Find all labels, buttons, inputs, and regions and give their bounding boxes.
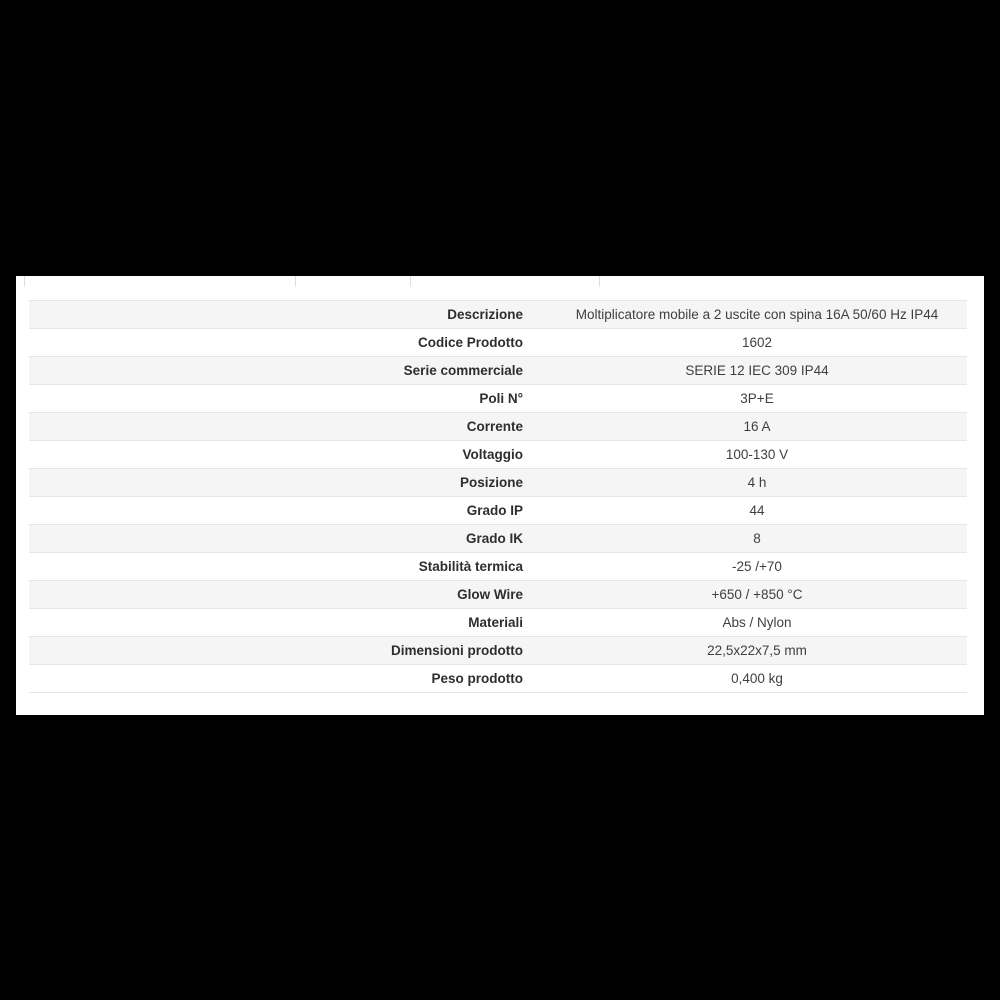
spec-table-body [29,301,967,693]
spec-value: -25 /+70 [547,553,967,581]
spec-value: 3P+E [547,385,967,413]
spec-label: Corrente [29,413,547,441]
table-row [29,301,967,329]
spec-table-wrap [29,300,967,693]
table-row [29,553,967,581]
spec-value: +650 / +850 °C [547,581,967,609]
spec-label: Materiali [29,609,547,637]
spec-label: Poli N° [29,385,547,413]
table-row [29,385,967,413]
spec-value: 44 [547,497,967,525]
spec-label: Grado IP [29,497,547,525]
table-row [29,609,967,637]
table-row [29,413,967,441]
spec-label: Grado IK [29,525,547,553]
spec-label: Descrizione [29,301,547,329]
spec-value: 100-130 V [547,441,967,469]
tab-downloads[interactable] [410,276,600,287]
table-row [29,581,967,609]
spec-label: Peso prodotto [29,665,547,693]
spec-value: 0,400 kg [547,665,967,693]
spec-label: Stabilità termica [29,553,547,581]
spec-label: Posizione [29,469,547,497]
table-row [29,329,967,357]
table-row [29,357,967,385]
spec-value: 22,5x22x7,5 mm [547,637,967,665]
spec-value: 16 A [547,413,967,441]
table-row [29,469,967,497]
spec-label: Glow Wire [29,581,547,609]
product-spec-panel [16,276,984,715]
table-row [29,637,967,665]
tab-product-details[interactable] [24,276,296,287]
spec-label: Voltaggio [29,441,547,469]
product-spec-table [29,300,967,693]
table-row [29,665,967,693]
table-row [29,525,967,553]
spec-label: Codice Prodotto [29,329,547,357]
spec-value: 8 [547,525,967,553]
spec-value: 1602 [547,329,967,357]
tab-strip [16,276,984,288]
spec-value: Moltiplicatore mobile a 2 uscite con spina 16A 50/60 Hz IP44 [547,301,967,329]
table-row [29,497,967,525]
spec-value: SERIE 12 IEC 309 IP44 [547,357,967,385]
spec-label: Serie commerciale [29,357,547,385]
spec-value: Abs / Nylon [547,609,967,637]
spec-value: 4 h [547,469,967,497]
table-row [29,441,967,469]
spec-label: Dimensioni prodotto [29,637,547,665]
